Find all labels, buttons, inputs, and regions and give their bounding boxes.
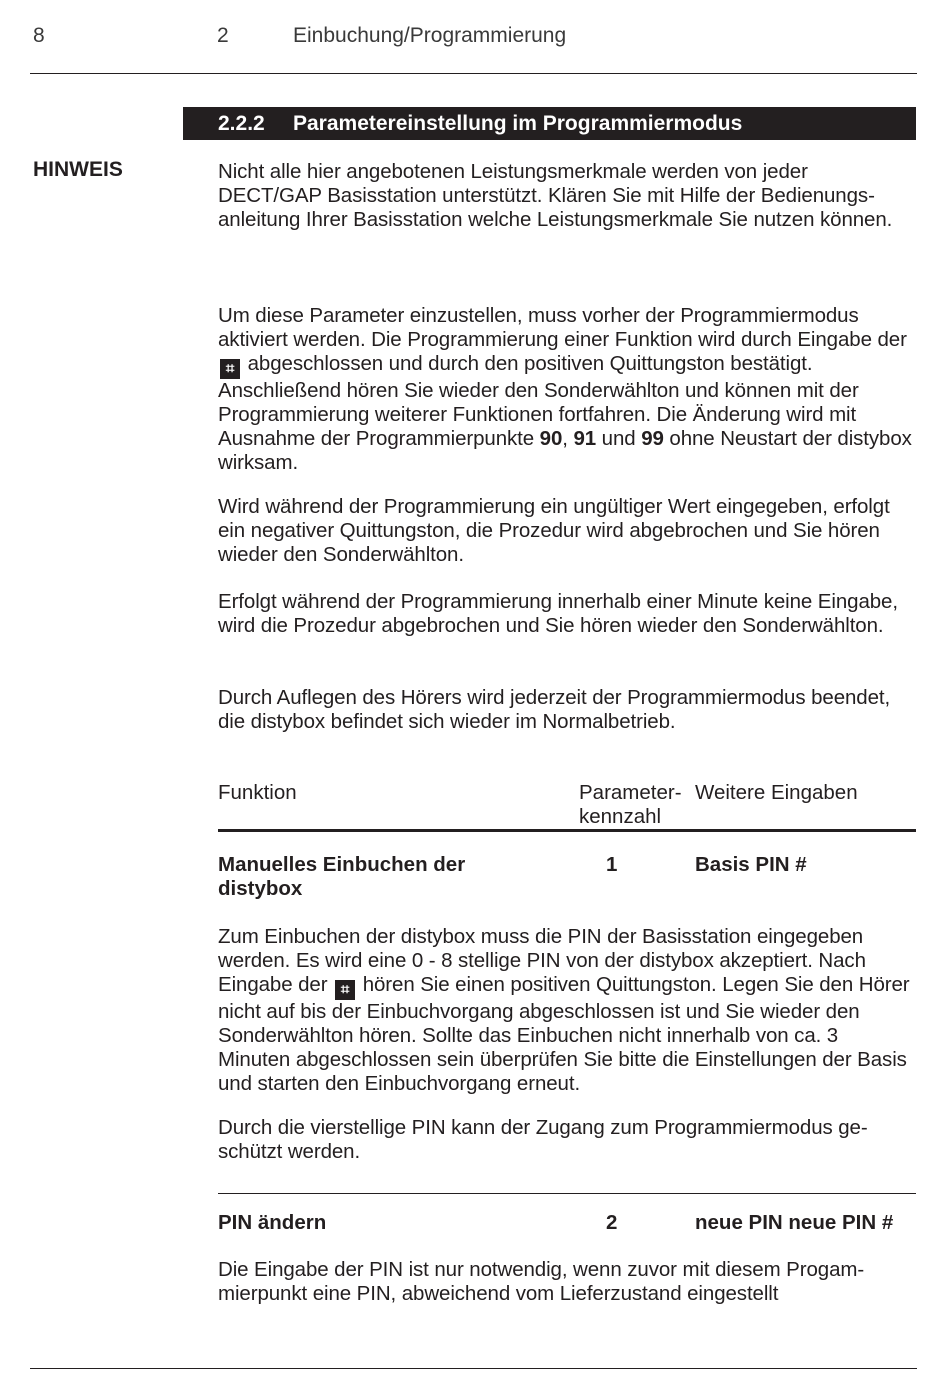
program-point-91: 91: [573, 427, 597, 450]
entry-2-code: 2: [606, 1211, 618, 1234]
chapter-number: 2: [217, 24, 229, 47]
column-header-parameter: [579, 781, 682, 829]
column-header-function: Funktion: [218, 781, 297, 804]
intro-text-c: ohne Neustart der distybox wirksam.: [218, 427, 912, 474]
entry-1-note: Durch die vierstellige PIN kann der Zugang zum Programmiermodus geschützt werden.: [218, 1116, 868, 1163]
note-text: Nicht alle hier angebotenen Leistungsmerkmale werden von jeder DECT/GAP Basisstation unterstützt. Klären Sie mit Hilfe der Bedienungsanleitung Ihrer Basisstation welche Leistungsmerkmale Sie nutzen können.: [218, 160, 893, 231]
table-header-rule: [218, 829, 916, 832]
entry-1-text-b: hören Sie einen positiven Quittungston. Legen Sie den Hörer nicht auf bis der Einbuchvorgang abgeschlossen ist und Sie wieder den Sonderwählton hören. Sollte das Einbuchen nicht innerhalb von ca. 3 Minuten abgeschlossen sein überprüfen Sie bitte die Einstellungen der Basis und starten den Einbuchvorgang erneut.: [218, 973, 910, 1095]
column-header-parameter-line2: kennzahl: [579, 805, 662, 828]
intro-paragraph-2: Wird während der Programmierung ein ungültiger Wert eingegeben, erfolgt ein negativer Quittungston, die Prozedur wird abgebrochen und Sie hören wieder den Sonderwählton.: [218, 495, 890, 566]
chapter-title: Einbuchung/Programmierung: [293, 24, 567, 47]
entry-1-inputs: Basis PIN #: [695, 853, 807, 876]
column-header-further-inputs: Weitere Eingaben: [695, 781, 858, 804]
entry-1-title-line1: Manuelles Einbuchen der: [218, 853, 466, 876]
entry-2-inputs: neue PIN neue PIN #: [695, 1211, 894, 1234]
entry-2-description: Die Eingabe der PIN ist nur notwendig, wenn zuvor mit diesem Progammierpunkt eine PIN, abweichend vom Lieferzustand eingestellt: [218, 1258, 865, 1305]
separator-und: und: [596, 427, 642, 450]
header-rule: [30, 73, 917, 74]
footer-rule: [30, 1368, 917, 1369]
section-heading: [183, 107, 916, 140]
section-number: 2.2.2: [218, 112, 265, 135]
entry-1-description: [218, 925, 913, 1096]
program-point-99: 99: [641, 427, 664, 450]
entry-1-title: [218, 853, 465, 901]
intro-text-a: Um diese Parameter einzustellen, muss vorher der Programmiermodus aktiviert werden. Die Programmierung einer Funktion wird durch Eingabe der: [218, 304, 907, 351]
separator-comma: ,: [562, 427, 574, 450]
entry-1-code: 1: [606, 853, 618, 876]
program-point-90: 90: [539, 427, 563, 450]
intro-paragraph-4: Durch Auflegen des Hörers wird jederzeit der Programmiermodus beendet, die distybox befindet sich wieder im Normalbetrieb.: [218, 686, 891, 733]
entry-2-title: PIN ändern: [218, 1211, 327, 1234]
column-header-parameter-line1: Parameter-: [579, 781, 682, 804]
hash-key-icon: ⌗: [220, 359, 240, 379]
entry-1-title-line2: distybox: [218, 877, 303, 900]
entry-1-text-a: Zum Einbuchen der distybox muss die PIN der Basisstation eingegeben werden. Es wird eine 0 - 8 stellige PIN von der distybox akzeptiert. Nach Eingabe der: [218, 925, 866, 996]
entry-divider: [218, 1193, 916, 1194]
intro-text-b: abgeschlossen und durch den positiven Quittungston bestätigt. Anschließend hören Sie wieder den Sonderwählton und können mit der Programmierung weiterer Funktionen fortfahren. Die Änderung wird mit Ausnahme der Programmierpunkte: [218, 352, 859, 450]
intro-paragraph-1: [218, 304, 913, 475]
section-title: Parametereinstellung im Programmiermodus: [293, 112, 743, 135]
hash-key-icon: ⌗: [335, 980, 355, 1000]
page-number: 8: [33, 24, 45, 47]
intro-paragraph-3: Erfolgt während der Programmierung innerhalb einer Minute keine Eingabe, wird die Prozedur abgebrochen und Sie hören wieder den Sonderwählton.: [218, 590, 898, 637]
note-label: HINWEIS: [33, 158, 123, 181]
